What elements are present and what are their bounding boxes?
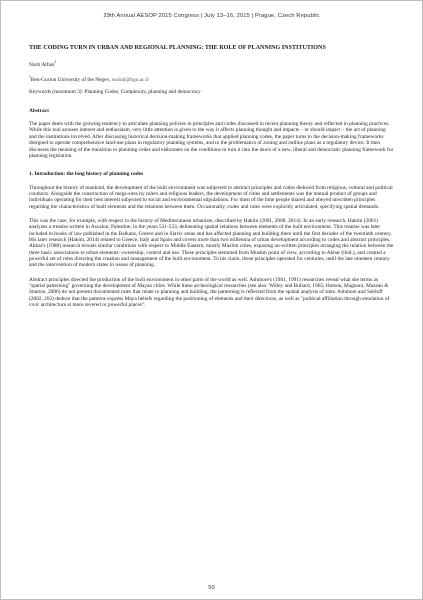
author-email[interactable]: nurital@bgu.ac.il <box>111 77 149 84</box>
abstract-heading: Abstract <box>29 107 49 114</box>
author-superscript: 1 <box>54 60 57 65</box>
body-paragraph: Abstract principles directed the production of the built environment in other parts of the world as well. Ashmore's (1981, 1991) researches reveal what she terms as "spatial patterning" governing the development of Mayan cities. While these archeological researches (see also: Willey and Bullard, 1965; Hutson, Magnoni, Mazeau & Stanton, 2006) do not present documented rules that relate to planning and building, the patterning is reflected from the spatial analysis of sites. Ashmore and Sabloff (2002, 202) deduce that the patterns express Maya beliefs regarding the positioning of elements and their directions, as well as "political affiliation through emulation of civic architecture at more revered or powerful places". <box>29 276 390 309</box>
body-paragraph: Throughout the history of mankind, the development of the built environment was subjected to abstract principles and codes deduced from religious, cultural and political conducts. Alongside the construction of mega-sites by rulers and religious leaders, the development of cities and settlements was the mutual product of groups and individuals operating for their best interest subjected to social and environmental stipulations. For most of the time people shared and obeyed unwritten principles regarding the characteristics of built elements and the relations between them. Occasionally, codes and rules were explicitly articulated, specifying spatial demands. <box>29 184 393 210</box>
running-header: 29th Annual AESOP 2015 Congress | July 13–16, 2015 | Prague, Czech Republic <box>103 13 320 19</box>
affiliation-line <box>29 74 394 83</box>
paper-title: THE CODING TURN IN URBAN AND REGIONAL PLANNING: THE ROLE OF PLANNING INSTITUTIONS <box>29 45 326 51</box>
affiliation-superscript: 1 <box>29 75 31 80</box>
section-heading-introduction: 1. Introduction: the long history of planning codes <box>29 171 144 178</box>
author-line <box>29 59 394 68</box>
abstract-text: The paper deals with the growing tendency to articulate planning policies in principles and codes discussed in recent planning theory and reflected in planning practices. While this tool arouses interest and enthusiasm, very little attention is given to the way it affects planning thought and impacts – or should impact – the act of planning and the institutions involved. After discussing historical decision-making frameworks that applied planning codes, the paper turns to the decision-making frameworks designed to operate comprehensive land-use plans in regulatory planning systems, and to the problematics of zoning and outline plans as a regulatory device. It then discusses the meaning of the transition to planning codes and elaborates on the conditions to turn it into the dawn of a new, liberal and democratic planning framework for planning legislation. <box>29 121 394 159</box>
paper-content <box>29 45 394 316</box>
page-number: 50 <box>208 585 215 591</box>
affiliation: Ben-Gurion University of the Negev, <box>30 77 112 84</box>
body-paragraph: This was the case, for example, with respect to the history of Mediterranean urbanism, described by Hakim (2001, 2008, 2014). In an early research, Hakim (2001) analyzes a treatise written in Ascalon, Palestine, in the years 531-533, delineating spatial relations between elements of the built environment. This treatise was later included in books of law published in the Balkans, Greece and in Slavic areas and has affected planning and building there until the first decades of the twentieth century. His later research (Hakim, 2014) related to Greece, Italy and Spain and covers more than two millennia of urban development according to codes and abstract principles. Akbar's (1988) research reveals similar conditions with respect to Middle Eastern, mostly Muslim cities, exposing un-written principles arranging the relation between the three basic associations to urban elements: ownership, control and use. These principles stemmed from Muslim point of view, according to Akbar (ibid.), and created a powerful set of rules directing the creation and management of the built environment. To his claim, these principles operated for centuries, until the late nineteen century and the intervention of modern states in issues of planning. <box>29 217 394 269</box>
author-name: Nurit Alfasi <box>29 61 55 68</box>
keywords: Keywords (maximum 3): Planning Codes, Complexity, planning and democracy <box>29 89 201 96</box>
